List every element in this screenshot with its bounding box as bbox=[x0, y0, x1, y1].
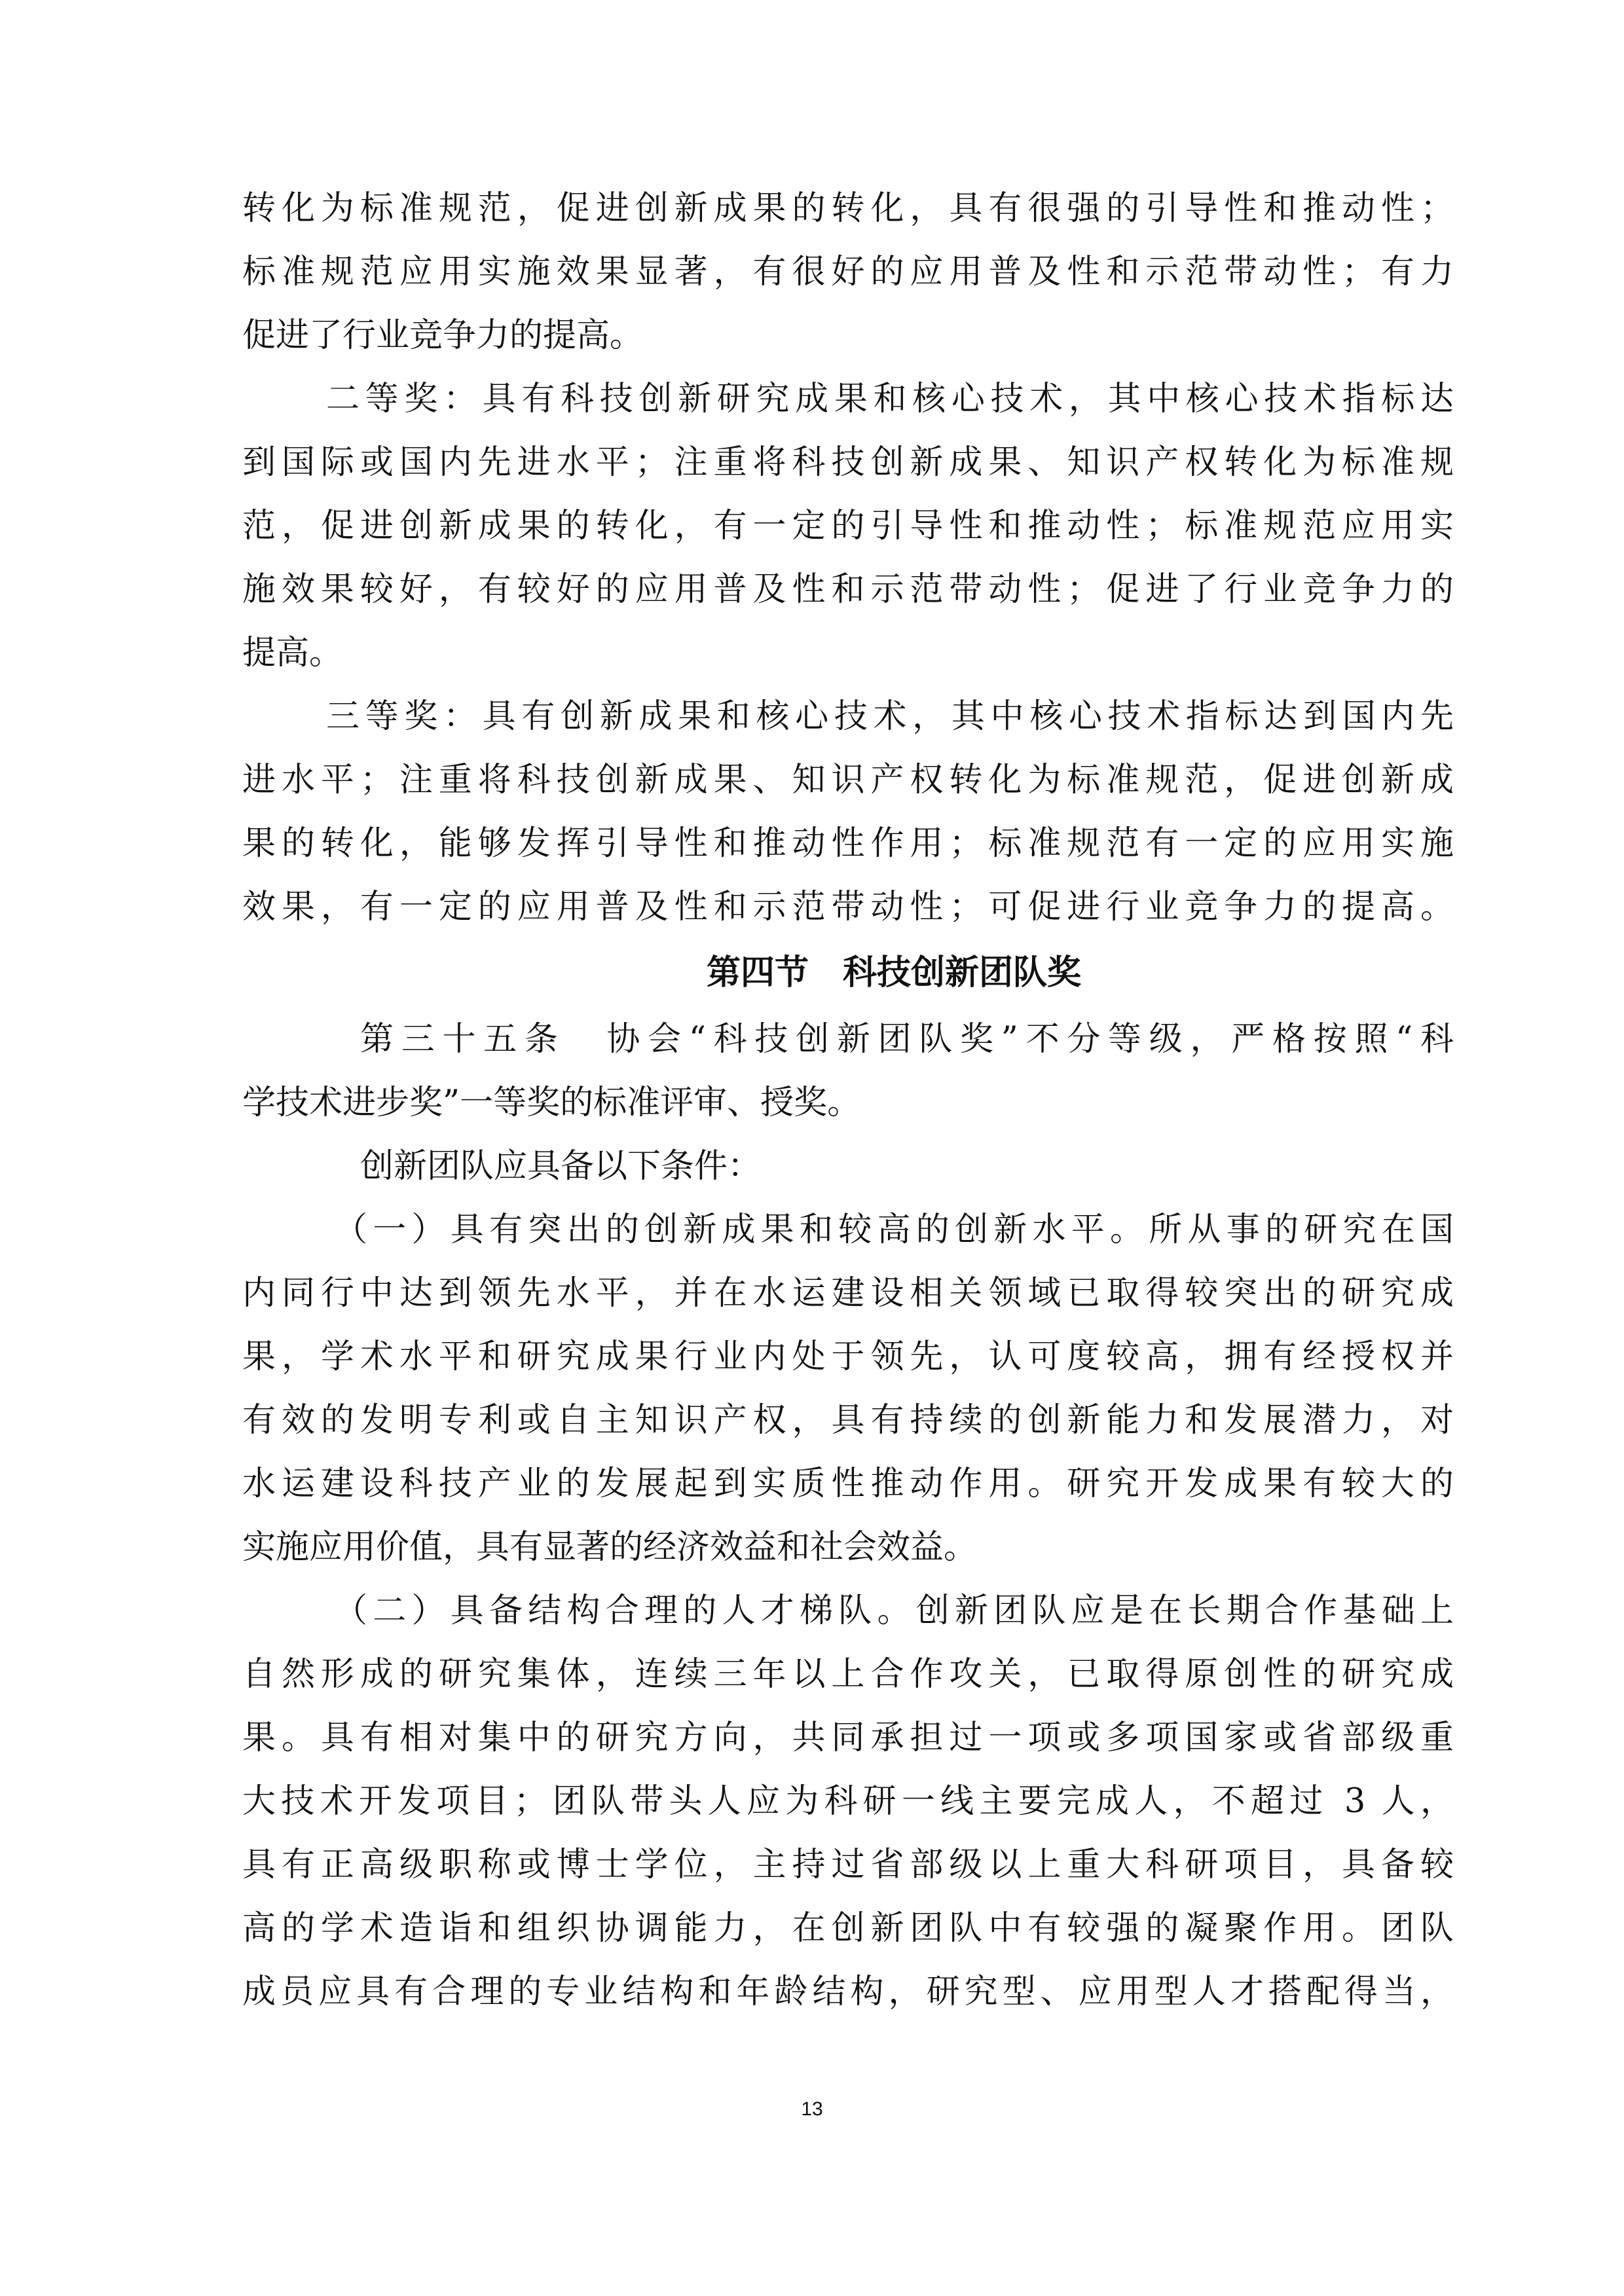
text-line: 范，促进创新成果的转化，有一定的引导性和推动性；标准规范应用实 bbox=[242, 507, 1454, 545]
text-line: 施效果较好，有较好的应用普及性和示范带动性；促进了行业竞争力的 bbox=[242, 570, 1454, 609]
text-line: 促进了行业竞争力的提高。 bbox=[242, 316, 644, 355]
text-line: 水运建设科技产业的发展起到实质性推动作用。研究开发成果有较大的 bbox=[242, 1465, 1454, 1503]
text-line: 有效的发明专利或自主知识产权，具有持续的创新能力和发展潜力，对 bbox=[242, 1401, 1454, 1440]
text-line: 大技术开发项目；团队带头人应为科研一线主要完成人，不超过 3 人， bbox=[242, 1782, 1454, 1821]
text-line: 果，学术水平和研究成果行业内处于领先，认可度较高，拥有经授权并 bbox=[242, 1338, 1454, 1376]
text-line: 具有正高级职称或博士学位，主持过省部级以上重大科研项目，具备较 bbox=[242, 1846, 1454, 1884]
text-line: 提高。 bbox=[242, 634, 343, 672]
text-line: 到国际或国内先进水平；注重将科技创新成果、知识产权转化为标准规 bbox=[242, 443, 1454, 482]
text-line: 创新团队应具备以下条件： bbox=[360, 1147, 762, 1186]
text-line: 三等奖：具有创新成果和核心技术，其中核心技术指标达到国内先 bbox=[326, 697, 1454, 736]
text-line: （二）具备结构合理的人才梯队。创新团队应是在长期合作基础上 bbox=[334, 1592, 1454, 1630]
text-line: 成员应具有合理的专业结构和年龄结构，研究型、应用型人才搭配得当， bbox=[242, 1973, 1454, 2011]
text-line: 内同行中达到领先水平，并在水运建设相关领域已取得较突出的研究成 bbox=[242, 1274, 1454, 1313]
text-line: 果的转化，能够发挥引导性和推动性作用；标准规范有一定的应用实施 bbox=[242, 824, 1454, 863]
page-number: 13 bbox=[801, 2098, 823, 2120]
text-line: 高的学术造诣和组织协调能力，在创新团队中有较强的凝聚作用。团队 bbox=[242, 1909, 1454, 1948]
text-line: 二等奖：具有科技创新研究成果和核心技术，其中核心技术指标达 bbox=[326, 380, 1454, 418]
section-heading: 第四节 科技创新团队奖 bbox=[706, 953, 1081, 993]
text-line: 实施应用价值，具有显著的经济效益和社会效益。 bbox=[242, 1528, 978, 1567]
text-line: 标准规范应用实施效果显著，有很好的应用普及性和示范带动性；有力 bbox=[242, 253, 1454, 291]
text-line: 自然形成的研究集体，连续三年以上合作攻关，已取得原创性的研究成 bbox=[242, 1655, 1454, 1694]
text-line: 效果，有一定的应用普及性和示范带动性；可促进行业竞争力的提高。 bbox=[242, 888, 1454, 926]
text-line: 第三十五条 协会“科技创新团队奖”不分等级，严格按照“科 bbox=[360, 1020, 1454, 1059]
text-line: （一）具有突出的创新成果和较高的创新水平。所从事的研究在国 bbox=[334, 1211, 1454, 1249]
text-line: 转化为标准规范，促进创新成果的转化，具有很强的引导性和推动性； bbox=[242, 189, 1454, 228]
text-line: 果。具有相对集中的研究方向，共同承担过一项或多项国家或省部级重 bbox=[242, 1719, 1454, 1757]
text-line: 进水平；注重将科技创新成果、知识产权转化为标准规范，促进创新成 bbox=[242, 761, 1454, 799]
text-line: 学技术进步奖”一等奖的标准评审、授奖。 bbox=[242, 1084, 861, 1122]
document-body bbox=[242, 177, 1454, 2024]
